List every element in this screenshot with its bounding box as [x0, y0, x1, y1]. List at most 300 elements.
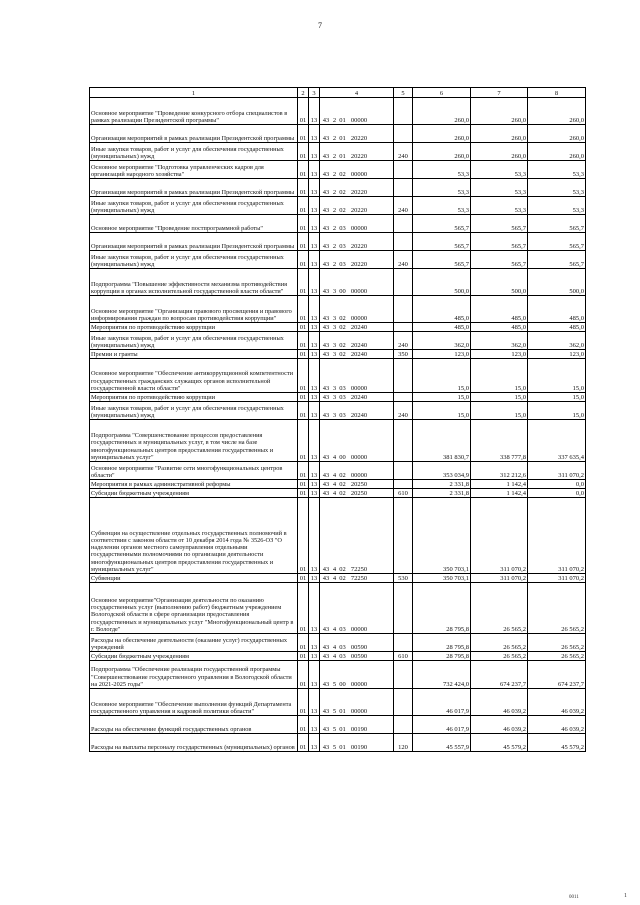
- row-expense-type: [394, 716, 413, 734]
- target-article-subprogram: 4: [332, 652, 337, 660]
- row-section: 01: [298, 98, 309, 125]
- row-amount-col8: 123,0: [528, 350, 586, 359]
- row-subsection: 13: [309, 215, 320, 233]
- table-row: [90, 161, 586, 179]
- row-name: Основное мероприятие "Организация правового просвещения и правового информирования граждан по вопросам противодействия коррупции": [90, 296, 298, 323]
- target-article-subprogram: 2: [332, 224, 337, 232]
- target-article-event: 01: [339, 707, 346, 715]
- row-target-article: [320, 402, 394, 420]
- row-expense-type: 610: [394, 652, 413, 661]
- row-amount-col6: 123,0: [413, 350, 471, 359]
- row-name: Субвенция на осуществление отдельных государственных полномочий в соответствии с законом области от 10 декабря 2014 года № 3526-ОЗ "О наделении органов местного самоуправления отдельными государственными полномочиями по организации деятельности многофункциональных центров предоставления государственных и муниципальных услуг": [90, 498, 298, 574]
- row-subsection: 13: [309, 125, 320, 143]
- row-amount-col8: 485,0: [528, 296, 586, 323]
- row-subsection: 13: [309, 161, 320, 179]
- target-article-subprogram: 4: [332, 453, 337, 461]
- row-amount-col6: 485,0: [413, 323, 471, 332]
- row-amount-col6: 350 703,1: [413, 498, 471, 574]
- target-article-direction: 20220: [350, 134, 368, 142]
- target-article-subprogram: 5: [332, 743, 337, 751]
- target-article-direction: 20220: [350, 260, 368, 268]
- row-amount-col8: 0,0: [528, 489, 586, 498]
- row-subsection: 13: [309, 574, 320, 583]
- row-name: Расходы на обеспечение деятельности (оказание услуг) государственных учреждений: [90, 634, 298, 652]
- table-row: [90, 393, 586, 402]
- target-article-subprogram: 4: [332, 643, 337, 651]
- row-name: Основное мероприятие "Обеспечение выполнения функций Департамента государственного управления и кадровой политики области": [90, 689, 298, 716]
- row-amount-col8: 15,0: [528, 393, 586, 402]
- row-name: Иные закупки товаров, работ и услуг для обеспечения государственных (муниципальных) нужд: [90, 402, 298, 420]
- target-article-program: 43: [322, 341, 330, 349]
- target-article-direction: 00000: [350, 314, 368, 322]
- target-article-direction: 00000: [350, 116, 368, 124]
- target-article-subprogram: 2: [332, 116, 337, 124]
- row-section: 01: [298, 634, 309, 652]
- row-amount-col7: 46 039,2: [471, 716, 528, 734]
- row-name: Подпрограмма "Обеспечение реализации государственной программы "Совершенствование государственного управления в Вологодской области на 2021-2025 годы": [90, 661, 298, 689]
- target-article-event: 00: [339, 680, 346, 688]
- row-amount-col6: 260,0: [413, 98, 471, 125]
- target-article-event: 03: [339, 643, 346, 651]
- target-article-event: 01: [339, 743, 346, 751]
- row-amount-col7: 15,0: [471, 393, 528, 402]
- row-amount-col6: 53,3: [413, 197, 471, 215]
- target-article-subprogram: 3: [332, 314, 337, 322]
- row-amount-col7: 26 565,2: [471, 652, 528, 661]
- row-amount-col6: 53,3: [413, 179, 471, 197]
- row-name: Основное мероприятие "Проведение постпрограммной работы": [90, 215, 298, 233]
- row-amount-col8: 15,0: [528, 359, 586, 393]
- row-expense-type: [394, 179, 413, 197]
- target-article-subprogram: 4: [332, 471, 337, 479]
- target-article-direction: 00000: [350, 453, 368, 461]
- row-section: 01: [298, 402, 309, 420]
- row-section: 01: [298, 233, 309, 251]
- row-amount-col8: 45 579,2: [528, 734, 586, 752]
- row-target-article: [320, 269, 394, 296]
- table-row: [90, 734, 586, 752]
- table-row: [90, 689, 586, 716]
- row-section: 01: [298, 583, 309, 634]
- target-article-event: 03: [339, 625, 346, 633]
- target-article-subprogram: 2: [332, 152, 337, 160]
- target-article-program: 43: [322, 206, 330, 214]
- target-article-event: 03: [339, 411, 346, 419]
- row-subsection: 13: [309, 393, 320, 402]
- row-name: Мероприятия по противодействию коррупции: [90, 393, 298, 402]
- row-expense-type: [394, 689, 413, 716]
- target-article-event: 01: [339, 116, 346, 124]
- table-row: [90, 98, 586, 125]
- table-row: [90, 480, 586, 489]
- table-row: [90, 332, 586, 350]
- target-article-program: 43: [322, 725, 330, 733]
- row-section: 01: [298, 489, 309, 498]
- target-article-program: 43: [322, 152, 330, 160]
- target-article-direction: 00000: [350, 287, 368, 295]
- row-target-article: [320, 393, 394, 402]
- target-article-event: 02: [339, 480, 346, 488]
- row-section: 01: [298, 574, 309, 583]
- row-amount-col7: 485,0: [471, 323, 528, 332]
- target-article-program: 43: [322, 643, 330, 651]
- row-expense-type: [394, 480, 413, 489]
- row-amount-col7: 565,7: [471, 251, 528, 269]
- row-amount-col6: 45 557,9: [413, 734, 471, 752]
- row-amount-col6: 485,0: [413, 296, 471, 323]
- table-row: [90, 574, 586, 583]
- row-target-article: [320, 634, 394, 652]
- target-article-subprogram: 2: [332, 188, 337, 196]
- row-amount-col6: 2 331,8: [413, 480, 471, 489]
- row-section: 01: [298, 480, 309, 489]
- row-amount-col7: 1 142,4: [471, 480, 528, 489]
- header-col-7: 7: [471, 88, 528, 98]
- row-subsection: 13: [309, 197, 320, 215]
- target-article-event: 02: [339, 206, 346, 214]
- target-article-subprogram: 2: [332, 260, 337, 268]
- row-amount-col8: 260,0: [528, 125, 586, 143]
- row-subsection: 13: [309, 296, 320, 323]
- footer-code: 0011: [569, 895, 579, 900]
- row-name: Основное мероприятие "Подготовка управленческих кадров для организаций народного хозяйства": [90, 161, 298, 179]
- target-article-subprogram: 3: [332, 393, 337, 401]
- page-number: 7: [318, 21, 322, 30]
- row-amount-col7: 53,3: [471, 161, 528, 179]
- row-amount-col6: 381 830,7: [413, 420, 471, 462]
- row-section: 01: [298, 652, 309, 661]
- table-row: [90, 420, 586, 462]
- row-target-article: [320, 323, 394, 332]
- row-amount-col7: 53,3: [471, 179, 528, 197]
- row-amount-col8: 311 070,2: [528, 462, 586, 480]
- row-section: 01: [298, 323, 309, 332]
- row-name: Субсидии бюджетным учреждениям: [90, 652, 298, 661]
- row-target-article: [320, 98, 394, 125]
- row-section: 01: [298, 716, 309, 734]
- row-expense-type: [394, 420, 413, 462]
- budget-table: [89, 87, 586, 752]
- row-amount-col6: 260,0: [413, 143, 471, 161]
- row-amount-col7: 53,3: [471, 197, 528, 215]
- target-article-event: 02: [339, 170, 346, 178]
- target-article-direction: 20240: [350, 411, 368, 419]
- row-name: Расходы на выплаты персоналу государственных (муниципальных) органов: [90, 734, 298, 752]
- row-target-article: [320, 689, 394, 716]
- target-article-event: 02: [339, 489, 346, 497]
- target-article-direction: 00000: [350, 707, 368, 715]
- target-article-program: 43: [322, 260, 330, 268]
- row-section: 01: [298, 393, 309, 402]
- target-article-event: 03: [339, 224, 346, 232]
- target-article-program: 43: [322, 170, 330, 178]
- row-amount-col8: 674 237,7: [528, 661, 586, 689]
- footer-page: 1: [624, 893, 627, 899]
- row-target-article: [320, 583, 394, 634]
- row-expense-type: 120: [394, 734, 413, 752]
- target-article-direction: 20240: [350, 323, 368, 331]
- row-amount-col7: 1 142,4: [471, 489, 528, 498]
- row-subsection: 13: [309, 350, 320, 359]
- row-section: 01: [298, 420, 309, 462]
- row-target-article: [320, 462, 394, 480]
- row-amount-col8: 337 635,4: [528, 420, 586, 462]
- target-article-program: 43: [322, 625, 330, 633]
- row-target-article: [320, 661, 394, 689]
- target-article-program: 43: [322, 224, 330, 232]
- row-expense-type: 610: [394, 489, 413, 498]
- target-article-subprogram: 2: [332, 206, 337, 214]
- target-article-direction: 20220: [350, 188, 368, 196]
- row-expense-type: [394, 359, 413, 393]
- row-amount-col6: 353 034,9: [413, 462, 471, 480]
- target-article-direction: 20240: [350, 393, 368, 401]
- target-article-program: 43: [322, 242, 330, 250]
- row-amount-col8: 26 565,2: [528, 634, 586, 652]
- target-article-direction: 20240: [350, 350, 368, 358]
- target-article-direction: 00000: [350, 384, 368, 392]
- row-amount-col6: 15,0: [413, 393, 471, 402]
- row-subsection: 13: [309, 420, 320, 462]
- row-target-article: [320, 489, 394, 498]
- table-row: [90, 296, 586, 323]
- row-name: Подпрограмма "Совершенствование процессов предоставления государственных и муниципальных услуг, в том числе на базе многофункциональных центров предоставления государственных и муниципальных услуг": [90, 420, 298, 462]
- row-expense-type: [394, 215, 413, 233]
- target-article-subprogram: 4: [332, 489, 337, 497]
- row-name: Основное мероприятие"Организация деятельности по оказанию государственных услуг (выполнению работ) бюджетным учреждением Вологодской области в сфере организации предоставления государственных и муниципальных услуг "Многофункциональный центр в г. Вологде": [90, 583, 298, 634]
- row-expense-type: 240: [394, 251, 413, 269]
- row-amount-col7: 485,0: [471, 296, 528, 323]
- table-row: [90, 462, 586, 480]
- row-amount-col7: 500,0: [471, 269, 528, 296]
- row-amount-col7: 123,0: [471, 350, 528, 359]
- row-target-article: [320, 359, 394, 393]
- table-row: [90, 143, 586, 161]
- row-target-article: [320, 332, 394, 350]
- target-article-program: 43: [322, 134, 330, 142]
- target-article-program: 43: [322, 480, 330, 488]
- row-amount-col8: 0,0: [528, 480, 586, 489]
- target-article-direction: 20220: [350, 242, 368, 250]
- row-name: Субсидии бюджетным учреждениям: [90, 489, 298, 498]
- row-target-article: [320, 420, 394, 462]
- row-amount-col6: 260,0: [413, 125, 471, 143]
- row-amount-col8: 565,7: [528, 233, 586, 251]
- row-target-article: [320, 296, 394, 323]
- row-subsection: 13: [309, 480, 320, 489]
- target-article-program: 43: [322, 393, 330, 401]
- row-amount-col8: 260,0: [528, 143, 586, 161]
- row-amount-col6: 28 795,8: [413, 634, 471, 652]
- target-article-direction: 20250: [350, 489, 368, 497]
- target-article-direction: 00190: [350, 725, 368, 733]
- row-subsection: 13: [309, 359, 320, 393]
- target-article-subprogram: 2: [332, 170, 337, 178]
- row-amount-col7: 311 070,2: [471, 498, 528, 574]
- table-body: [90, 98, 586, 752]
- row-subsection: 13: [309, 98, 320, 125]
- target-article-program: 43: [322, 565, 330, 573]
- row-amount-col7: 46 039,2: [471, 689, 528, 716]
- table-row: [90, 233, 586, 251]
- target-article-program: 43: [322, 707, 330, 715]
- target-article-direction: 00590: [350, 643, 368, 651]
- row-expense-type: [394, 583, 413, 634]
- target-article-program: 43: [322, 323, 330, 331]
- target-article-subprogram: 3: [332, 323, 337, 331]
- row-amount-col6: 565,7: [413, 233, 471, 251]
- table-row: [90, 251, 586, 269]
- target-article-program: 43: [322, 471, 330, 479]
- row-amount-col7: 260,0: [471, 143, 528, 161]
- row-amount-col6: 565,7: [413, 251, 471, 269]
- row-section: 01: [298, 161, 309, 179]
- row-name: Премии и гранты: [90, 350, 298, 359]
- row-expense-type: [394, 462, 413, 480]
- table-row: [90, 716, 586, 734]
- target-article-direction: 00590: [350, 652, 368, 660]
- row-expense-type: [394, 393, 413, 402]
- row-name: Организация мероприятий в рамках реализации Президентской программы: [90, 179, 298, 197]
- row-name: Иные закупки товаров, работ и услуг для обеспечения государственных (муниципальных) нужд: [90, 332, 298, 350]
- row-expense-type: [394, 498, 413, 574]
- row-subsection: 13: [309, 489, 320, 498]
- row-amount-col6: 732 424,0: [413, 661, 471, 689]
- row-amount-col7: 312 212,6: [471, 462, 528, 480]
- row-name: Подпрограмма "Повышение эффективности механизма противодействия коррупции в органах исполнительной государственной власти области": [90, 269, 298, 296]
- row-amount-col6: 350 703,1: [413, 574, 471, 583]
- table-row: [90, 215, 586, 233]
- row-amount-col7: 362,0: [471, 332, 528, 350]
- row-subsection: 13: [309, 583, 320, 634]
- row-subsection: 13: [309, 323, 320, 332]
- row-amount-col6: 500,0: [413, 269, 471, 296]
- row-target-article: [320, 233, 394, 251]
- row-expense-type: [394, 634, 413, 652]
- row-subsection: 13: [309, 251, 320, 269]
- target-article-event: 03: [339, 652, 346, 660]
- table-row: [90, 652, 586, 661]
- row-target-article: [320, 652, 394, 661]
- target-article-direction: 72250: [350, 565, 368, 573]
- row-section: 01: [298, 179, 309, 197]
- row-section: 01: [298, 350, 309, 359]
- row-amount-col8: 26 565,2: [528, 652, 586, 661]
- row-subsection: 13: [309, 498, 320, 574]
- row-expense-type: 530: [394, 574, 413, 583]
- row-section: 01: [298, 661, 309, 689]
- target-article-program: 43: [322, 743, 330, 751]
- target-article-subprogram: 4: [332, 574, 337, 582]
- row-section: 01: [298, 689, 309, 716]
- target-article-program: 43: [322, 384, 330, 392]
- row-section: 01: [298, 498, 309, 574]
- target-article-event: 03: [339, 384, 346, 392]
- target-article-subprogram: 3: [332, 287, 337, 295]
- row-amount-col7: 45 579,2: [471, 734, 528, 752]
- table-row: [90, 197, 586, 215]
- target-article-direction: 00000: [350, 170, 368, 178]
- target-article-program: 43: [322, 188, 330, 196]
- row-amount-col6: 15,0: [413, 359, 471, 393]
- header-col-8: 8: [528, 88, 586, 98]
- row-amount-col7: 260,0: [471, 125, 528, 143]
- target-article-event: 02: [339, 574, 346, 582]
- row-expense-type: 240: [394, 402, 413, 420]
- row-subsection: 13: [309, 332, 320, 350]
- target-article-subprogram: 3: [332, 411, 337, 419]
- row-expense-type: 240: [394, 143, 413, 161]
- target-article-direction: 20250: [350, 480, 368, 488]
- row-section: 01: [298, 332, 309, 350]
- row-amount-col6: 28 795,8: [413, 652, 471, 661]
- row-amount-col8: 500,0: [528, 269, 586, 296]
- table-row: [90, 359, 586, 393]
- target-article-event: 02: [339, 314, 346, 322]
- row-amount-col8: 260,0: [528, 98, 586, 125]
- row-name: Расходы на обеспечение функций государственных органов: [90, 716, 298, 734]
- row-target-article: [320, 350, 394, 359]
- row-expense-type: [394, 661, 413, 689]
- row-subsection: 13: [309, 143, 320, 161]
- table-row: [90, 498, 586, 574]
- table-row: [90, 350, 586, 359]
- row-target-article: [320, 125, 394, 143]
- target-article-subprogram: 4: [332, 625, 337, 633]
- row-target-article: [320, 143, 394, 161]
- row-section: 01: [298, 296, 309, 323]
- target-article-direction: 00190: [350, 743, 368, 751]
- row-section: 01: [298, 359, 309, 393]
- row-amount-col7: 260,0: [471, 98, 528, 125]
- target-article-program: 43: [322, 116, 330, 124]
- row-amount-col6: 565,7: [413, 215, 471, 233]
- row-name: Субвенции: [90, 574, 298, 583]
- target-article-direction: 20240: [350, 341, 368, 349]
- target-article-direction: 20220: [350, 206, 368, 214]
- target-article-event: 02: [339, 565, 346, 573]
- row-target-article: [320, 574, 394, 583]
- row-target-article: [320, 251, 394, 269]
- row-target-article: [320, 197, 394, 215]
- row-amount-col8: 565,7: [528, 215, 586, 233]
- target-article-program: 43: [322, 314, 330, 322]
- row-expense-type: [394, 323, 413, 332]
- target-article-subprogram: 2: [332, 134, 337, 142]
- row-amount-col7: 15,0: [471, 359, 528, 393]
- row-section: 01: [298, 462, 309, 480]
- row-subsection: 13: [309, 689, 320, 716]
- row-amount-col8: 311 070,2: [528, 574, 586, 583]
- row-section: 01: [298, 197, 309, 215]
- row-subsection: 13: [309, 462, 320, 480]
- target-article-event: 02: [339, 350, 346, 358]
- target-article-direction: 00000: [350, 625, 368, 633]
- row-amount-col8: 53,3: [528, 179, 586, 197]
- row-expense-type: 350: [394, 350, 413, 359]
- row-name: Основное мероприятие "Проведение конкурсного отбора специалистов в рамках реализации Президентской программы": [90, 98, 298, 125]
- header-col-6: 6: [413, 88, 471, 98]
- row-name: Мероприятия в рамках административной реформы: [90, 480, 298, 489]
- row-expense-type: [394, 233, 413, 251]
- row-name: Основное мероприятие "Обеспечение антикоррупционной компетентности государственных гражданских служащих органов исполнительной государственной власти области": [90, 359, 298, 393]
- row-amount-col7: 15,0: [471, 402, 528, 420]
- table-row: [90, 402, 586, 420]
- row-amount-col6: 46 017,9: [413, 689, 471, 716]
- row-name: Иные закупки товаров, работ и услуг для обеспечения государственных (муниципальных) нужд: [90, 143, 298, 161]
- row-name: Иные закупки товаров, работ и услуг для обеспечения государственных (муниципальных) нужд: [90, 251, 298, 269]
- target-article-event: 03: [339, 260, 346, 268]
